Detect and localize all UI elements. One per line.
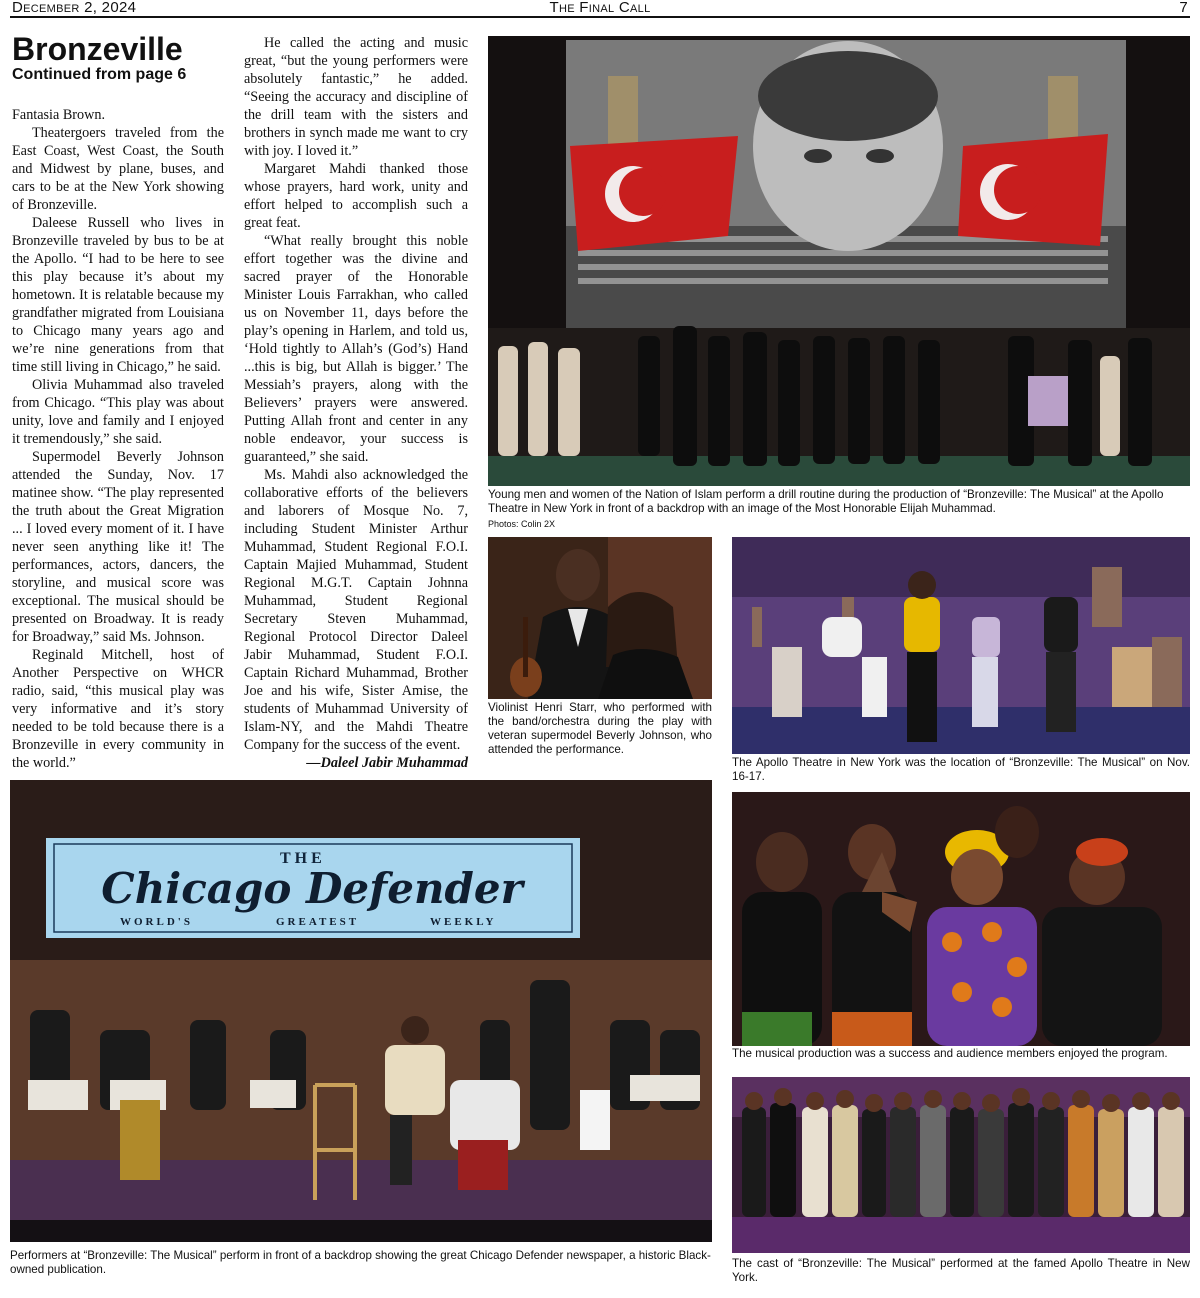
page-header [10,0,1190,18]
defender-sign-weekly: WEEKLY [430,916,497,928]
article-headline: Bronzeville [12,31,183,67]
continued-from: Continued from page 6 [12,66,187,83]
article-column-1 [12,106,224,772]
chicago-defender-photo [10,780,712,1242]
newspaper-name: The Final Call [549,0,651,16]
paragraph: Daleese Russell who lives in Bronzeville traveled by bus to be at the Apollo. “I had to be here to see this play because it’s about my hometown. It is relatable because my grandfather migrated from Louisiana to Chicago many years ago and we’re nine generations from that time still living in Chicago,” he said. [12,215,224,375]
paragraph: “What really brought this noble effort together was the divine and sacred prayer of the Honorable Minister Louis Farrakhan, who called us on November 11, days before the play’s opening in Harlem, and told us, ‘Hold tightly to Allah’s (God’s) Hand ...this is big, but Allah is bigger.’ The Messiah’s prayers, along with the Believers’ prayers were answered. Putting Allah front and center in any noble endeavor, your success is guaranteed,” she said. [244,233,468,465]
drill-team-caption: Young men and women of the Nation of Islam perform a drill routine during the production of “Bronzeville: The Musical” at the Apollo Theatre in New York in front of a backdrop with an image of the Most Honorable Elijah Muhammad. [488,488,1164,515]
dancers-photo [732,537,1190,754]
paragraph: Fantasia Brown. [12,107,105,123]
byline: —Daleel Jabir Muhammad [306,755,468,771]
issue-date: December 2, 2024 [12,0,137,16]
defender-sign-worlds: WORLD'S [120,916,193,928]
paragraph: Margaret Mahdi thanked those whose prayers, hard work, unity and effort helped to accomplish such a great feat. [244,161,468,231]
women-performers-caption: The musical production was a success and audience members enjoyed the program. [732,1047,1168,1060]
paragraph: Supermodel Beverly Johnson attended the Sunday, Nov. 17 matinee show. “The play represented the truth about the Great Migration ... I loved every moment of it. I have never seen anything like it! The performances, actors, dancers, the storyline, and musical score was exceptional. The musical should be presented on Broadway. It is ready for Broadway,” said Ms. Johnson. [12,449,224,645]
paragraph: Theatergoers traveled from the East Coast, West Coast, the South and Midwest by plane, buses, and cars to be at the New York showing of Bronzeville. [12,125,224,213]
violinist-photo [488,537,712,699]
paragraph: Ms. Mahdi also acknowledged the collaborative efforts of the believers and laborers of Mosque No. 7, including Student Minister Arthur Muhammad, Student Regional F.O.I. Captain Majied Muhammad, Student Regional M.G.T. Captain Johnna Muhammad, Student Regional Secretary Steven Muhammad, Regional Protocol Director Daleel Jabir Muhammad, Student F.O.I. Captain Richard Muhammad, Brother Joe and his wife, Sister Amise, the students of Muhammad University of Islam-NY, and the Mahdi Theatre Company for the success of the event. [244,467,468,753]
women-performers-photo [732,792,1190,1046]
page-number: 7 [1179,0,1188,16]
paragraph: Olivia Muhammad also traveled from Chicago. “This play was about unity, love and family and I enjoyed it tremendously,” she said. [12,377,224,447]
photo-credit: Photos: Colin 2X [488,519,556,529]
dancers-caption: The Apollo Theatre in New York was the location of “Bronzeville: The Musical” on Nov. 16-17. [732,756,1190,783]
violinist-caption: Violinist Henri Starr, who performed with the band/orchestra during the play with veteran supermodel Beverly Johnson, who attended the performance. [488,701,712,756]
drill-team-photo [488,36,1190,486]
defender-sign-greatest: GREATEST [276,916,360,928]
defender-sign-name: Chicago Defender [101,864,523,913]
chicago-defender-caption: Performers at “Bronzeville: The Musical” perform in front of a backdrop showing the great Chicago Defender newspaper, a historic Black-owned publication. [10,1249,711,1276]
article-column-2 [244,34,468,772]
defender-sign-the: THE [280,850,326,867]
cast-photo [732,1077,1190,1253]
cast-caption: The cast of “Bronzeville: The Musical” performed at the famed Apollo Theatre in New York. [732,1257,1190,1284]
paragraph: Reginald Mitchell, host of Another Perspective on WHCR radio, said, “this musical play was very informative and it’s story needed to be told because there is a Bronzeville in every community in the world.” [12,647,224,771]
paragraph: He called the acting and music great, “but the young performers were absolutely fantastic,” he added. “Seeing the accuracy and discipline of the drill team with the sisters and brothers in synch made me want to cry with joy. I loved it.” [244,35,468,159]
